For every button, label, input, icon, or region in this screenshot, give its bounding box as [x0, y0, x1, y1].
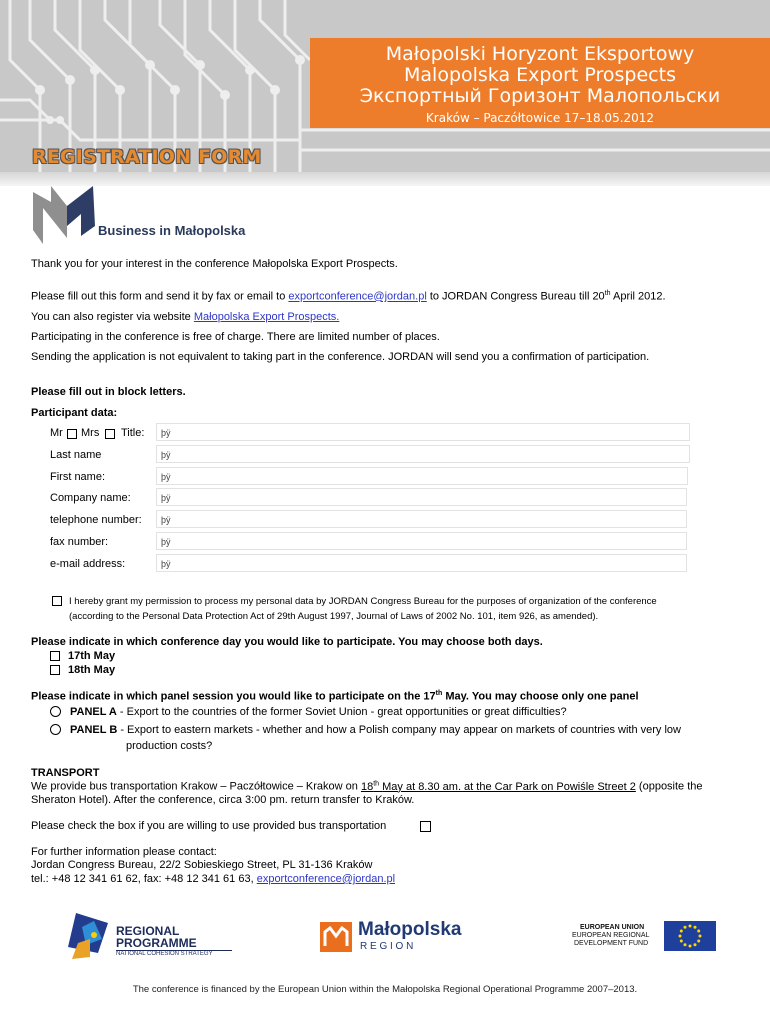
transport-check-text: Please check the box if you are willing to use provided bus transportation — [31, 820, 387, 832]
mr-checkbox[interactable] — [67, 429, 77, 439]
transport-date — [361, 781, 636, 793]
panel-question-text: Please indicate in which panel session you would like to participate on the 17 — [31, 690, 436, 703]
eu-flag-icon — [664, 921, 716, 951]
conference-title-box — [310, 38, 770, 128]
mr-label: Mr — [50, 427, 63, 439]
panel-question-end: May. You may choose only one panel — [445, 690, 639, 703]
transport-day-sup: th — [373, 780, 380, 787]
email-field[interactable]: þÿ — [156, 554, 687, 572]
form-title: REGISTRATION FORM — [32, 146, 262, 168]
panel-b-text: - Export to eastern markets - whether and how a Polish company may appear on markets of countries with very low — [120, 724, 681, 736]
malopolska-name: Małopolska — [358, 919, 462, 940]
intro-fill-sup: th — [604, 290, 611, 297]
intro-fill-deadline: to JORDAN Congress Bureau till 20 — [429, 290, 605, 303]
title-label: Title: — [121, 427, 145, 439]
contact-line-2: Jordan Congress Bureau, 22/2 Sobieskiego Street, PL 31-136 Kraków — [31, 859, 373, 871]
malopolska-region: R E G I O N — [360, 941, 414, 952]
panel-b-text-2: production costs? — [126, 740, 213, 752]
intro-register-text: You can also register via website — [31, 311, 191, 323]
email-label: e-mail address: — [50, 558, 126, 570]
day2-label: 18th May — [68, 664, 116, 676]
transport-place: May at 8.30 am. at the Car Park on Powiśle Street 2 — [382, 780, 636, 793]
website-link[interactable]: Małopolska Export Prospects. — [193, 311, 340, 323]
panel-a — [70, 706, 567, 718]
company-label: Company name: — [50, 492, 131, 504]
first-name-field[interactable]: þÿ — [156, 467, 688, 485]
consent-line-1: I hereby grant my permission to process my personal data by JORDAN Congress Bureau for the purposes of organization of the conference — [69, 596, 657, 607]
contact-phone-fax: tel.: +48 12 341 61 62, fax: +48 12 341 61 63, — [31, 873, 254, 885]
day2-checkbox[interactable] — [50, 665, 60, 675]
place-date: Kraków – Paczółtowice 17–18.05.2012 — [425, 111, 655, 125]
participant-heading: Participant data: — [31, 407, 118, 419]
transport-line-1 — [31, 780, 703, 793]
footer-note: The conference is financed by the European Union within the Małopolska Regional Operational Programme 2007–2013. — [132, 984, 638, 995]
panel-b-label: PANEL B — [70, 724, 118, 736]
transport-line-1-end: (opposite the — [638, 780, 703, 793]
intro-fill-text: Please fill out this form and send it by fax or email to — [31, 290, 286, 303]
panel-a-radio[interactable] — [50, 706, 61, 717]
contact-line-1: For further information please contact: — [31, 846, 217, 858]
regional-line-1: REGIONAL — [116, 924, 180, 938]
consent-checkbox[interactable] — [52, 596, 62, 606]
regional-line-3: NATIONAL COHESION STRATEGY — [116, 951, 213, 957]
block-letters-note: Please fill out in block letters. — [31, 386, 186, 398]
fax-label: fax number: — [50, 536, 109, 548]
mrs-label: Mrs — [81, 427, 100, 439]
day1-checkbox[interactable] — [50, 651, 60, 661]
header-strip — [0, 172, 770, 186]
panel-question-sup: th — [435, 690, 443, 697]
contact-email-link[interactable]: exportconference@jordan.pl — [256, 873, 396, 885]
telephone-field[interactable]: þÿ — [156, 510, 687, 528]
mrs-checkbox[interactable] — [105, 429, 115, 439]
transport-line-2: Sheraton Hotel). After the conference, circa 3:00 pm. return transfer to Kraków. — [31, 794, 415, 806]
last-name-label: Last name — [50, 449, 102, 461]
transport-line-1-text: We provide bus transportation Krakow – Paczółtowice – Krakow on — [31, 780, 358, 793]
panel-a-text: - Export to the countries of the former Soviet Union - great opportunities or great difficulties? — [119, 706, 567, 718]
days-question: Please indicate in which conference day you would like to participate. You may choose both days. — [31, 636, 543, 648]
malopolska-region-logo — [320, 922, 352, 952]
panel-question — [31, 690, 639, 703]
day1-label: 17th May — [68, 650, 116, 662]
panel-b-radio[interactable] — [50, 724, 61, 735]
header-banner — [0, 0, 770, 172]
transport-day: 18 — [360, 780, 374, 793]
intro-thanks: Thank you for your interest in the conference Małopolska Export Prospects. — [31, 258, 398, 270]
panel-a-label: PANEL A — [70, 706, 117, 718]
email-link[interactable]: exportconference@jordan.pl — [288, 290, 427, 303]
first-name-label: First name: — [50, 471, 106, 483]
title-field[interactable]: þÿ — [156, 423, 690, 441]
salutation-row — [50, 427, 63, 439]
last-name-field[interactable]: þÿ — [156, 445, 690, 463]
panel-b — [70, 724, 681, 736]
title-english: Malopolska Export Prospects — [404, 64, 676, 86]
transport-checkbox[interactable] — [420, 821, 431, 832]
intro-free: Participating in the conference is free of charge. There are limited number of places. — [31, 331, 440, 343]
intro-fill — [31, 290, 666, 303]
eu-line-3: DEVELOPMENT FUND — [574, 940, 649, 947]
consent-line-2: (according to the Personal Data Protection Act of 29th August 1997, Journal of Laws of 2002 No. 101, item 926, as amended). — [69, 611, 599, 622]
fax-field[interactable]: þÿ — [156, 532, 687, 550]
title-russian: Экспортный Горизонт Малопольски — [359, 85, 721, 107]
intro-register — [31, 311, 339, 323]
intro-fill-end: April 2012. — [612, 290, 666, 303]
title-polish: Małopolski Horyzont Eksportowy — [385, 43, 695, 65]
eu-line-2: EUROPEAN REGIONAL — [572, 932, 650, 939]
business-in-malopolska-logo — [33, 186, 97, 246]
contact-line-3 — [31, 873, 395, 885]
regional-line-2: PROGRAMME — [116, 936, 197, 950]
transport-heading: TRANSPORT — [31, 767, 100, 779]
eu-line-1: EUROPEAN UNION — [580, 924, 645, 931]
brand-name: Business in Małopolska — [98, 223, 246, 238]
company-field[interactable]: þÿ — [156, 488, 687, 506]
intro-note: Sending the application is not equivalent to taking part in the conference. JORDAN will send you a confirmation of participation. — [31, 351, 650, 363]
regional-programme-logo — [68, 913, 112, 959]
telephone-label: telephone number: — [50, 514, 142, 526]
